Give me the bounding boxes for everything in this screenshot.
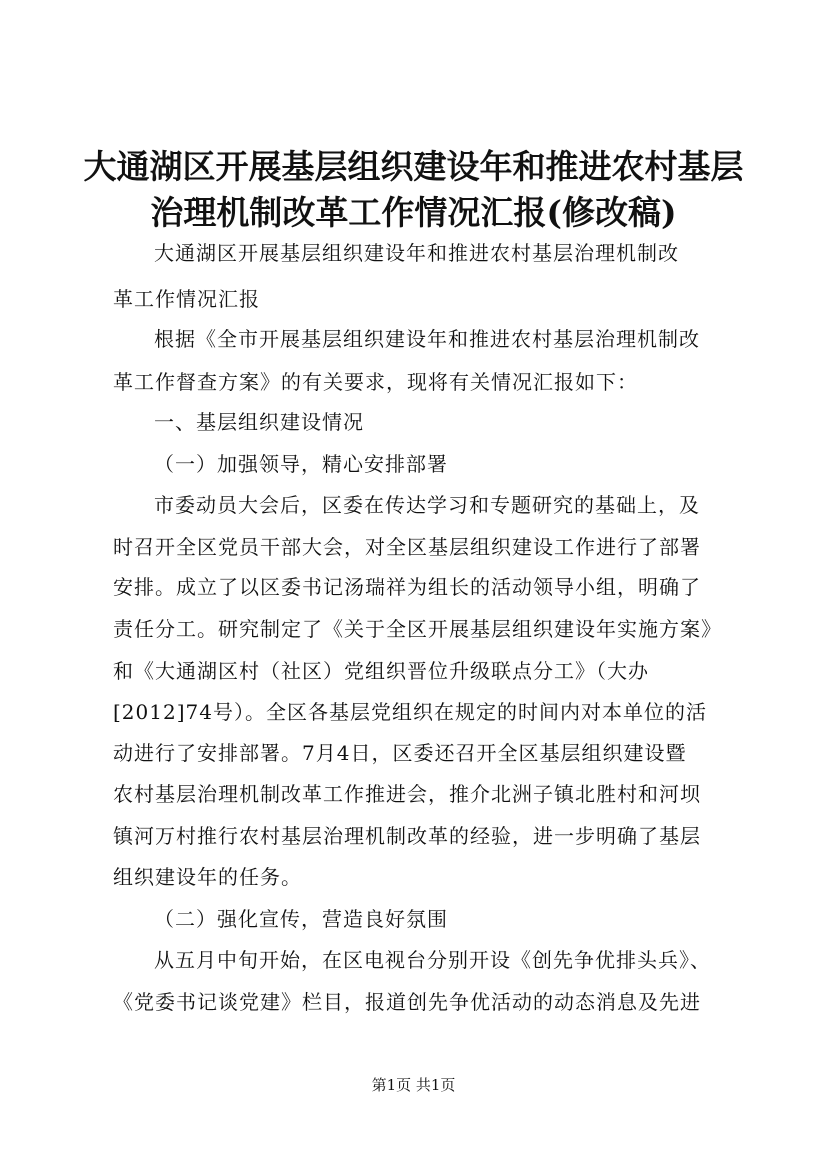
body-line-12: [2012]74号）。全区各基层党组织在规定的时间内对本单位的活 [113, 700, 707, 724]
body-line-8: 时召开全区党员干部大会，对全区基层组织建设工作进行了部署 [113, 535, 701, 559]
body-line-1: 大通湖区开展基层组织建设年和推进农村基层治理机制改 [154, 241, 679, 265]
body-line-16: 组织建设年的任务。 [113, 865, 302, 889]
subsection-heading-1: （一）加强领导，精心安排部署 [154, 452, 448, 476]
document-title-line-2: 治理机制改革工作情况汇报(修改稿) [150, 193, 677, 232]
section-heading-1: 一、基层组织建设情况 [154, 410, 364, 434]
body-line-4: 革工作督查方案》的有关要求，现将有关情况汇报如下： [113, 370, 638, 394]
body-line-7: 市委动员大会后，区委在传达学习和专题研究的基础上，及 [154, 493, 700, 517]
body-line-15: 镇河万村推行农村基层治理机制改革的经验，进一步明确了基层 [113, 824, 701, 848]
body-line-3: 根据《全市开展基层组织建设年和推进农村基层治理机制改 [154, 327, 700, 351]
subsection-heading-2: （二）强化宣传，营造良好氛围 [154, 907, 448, 931]
body-line-19: 《党委书记谈党建》栏目，报道创先争优活动的动态消息及先进 [113, 990, 701, 1014]
body-line-9: 安排。成立了以区委书记汤瑞祥为组长的活动领导小组，明确了 [113, 575, 701, 599]
body-line-18: 从五月中旬开始，在区电视台分别开设《创先争优排头兵》、 [154, 948, 711, 972]
document-title-line-1: 大通湖区开展基层组织建设年和推进农村基层 [83, 147, 744, 186]
body-line-2: 革工作情况汇报 [113, 287, 260, 311]
body-line-14: 农村基层治理机制改革工作推进会，推介北洲子镇北胜村和河坝 [113, 782, 701, 806]
body-line-11: 和《大通湖区村（社区）党组织晋位升级联点分工》（大办 [113, 659, 649, 683]
page-number-footer: 第1页 共1页 [371, 1076, 456, 1094]
body-line-10: 责任分工。研究制定了《关于全区开展基层组织建设年实施方案》 [113, 617, 722, 641]
body-line-13: 动进行了安排部署。7月4日，区委还召开全区基层组织建设暨 [113, 741, 687, 765]
